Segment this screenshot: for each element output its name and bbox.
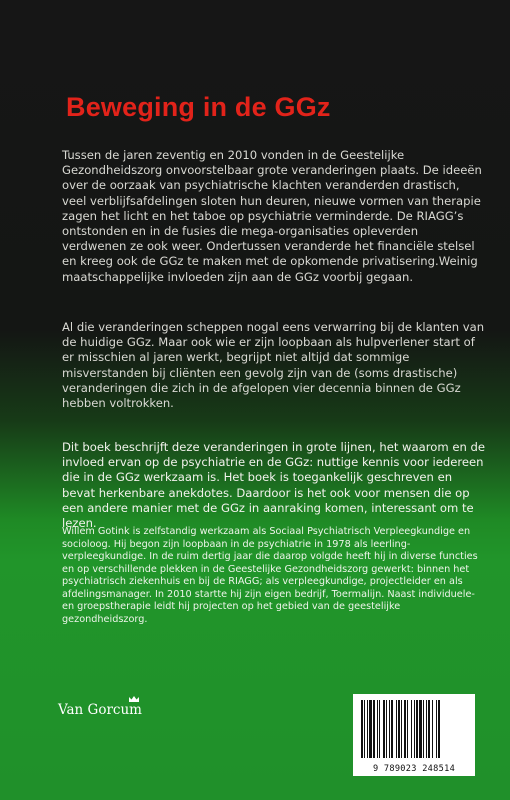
barcode (353, 694, 475, 776)
publisher-name: Van Gorcum (58, 702, 142, 718)
isbn-number: 9 789023 248514 (372, 764, 456, 774)
barcode-icon (361, 700, 467, 758)
intro-paragraph: Tussen de jaren zeventig en 2010 vonden in de Geestelijke Gezondheidszorg onvoorstelbaar grote veranderingen plaats. De ideeën over de oorzaak van psychiatrische klachten veranderden drastisch, veel verblijfsafdelingen sloten hun deuren, nieuwe vormen van therapie zagen het licht en het taboe op psychiatrie verminderde. De RIAGG’s ontstonden en in de fusies die mega-organisaties opleverden verdwenen ze ook weer. Ondertussen veranderde het financiële stelsel en kreeg ook de GGz te maken met de opkomende privatisering.Weinig maatschappelijke invloeden zijn aan de GGz voorbij gegaan. (62, 148, 482, 284)
book-title: Beweging in de GGz (66, 92, 331, 122)
summary-paragraph: Dit boek beschrijft deze veranderingen in grote lijnen, het waarom en de invloed ervan op de psychiatrie en de GGz: nuttige kennis voor iedereen die in de GGz werkzaam is. Het boek is toegankelijk geschreven en bevat herkenbare anekdotes. Daardoor is het ook voor mensen die op een andere manier met de GGz in aanraking komen, interessant om te lezen. (62, 440, 485, 531)
crown-icon (128, 695, 140, 703)
author-bio: Willem Gotink is zelfstandig werkzaam als Sociaal Psychiatrisch Verpleegkundige en socioloog. Hij begon zijn loopbaan in de psychiatrie in 1978 als leerling-verpleegkundige. In de ruim dertig jaar die daarop volgde heeft hij in diverse functies en op verschillende plekken in de Geestelijke Gezondheidszorg gewerkt: binnen het psychiatrisch ziekenhuis en bij de RIAGG; als verpleegkundige, projectleider en als afdelingsmanager. In 2010 startte hij zijn eigen bedrijf, Toermalijn. Naast individuele- en groepstherapie leidt hij projecten op het gebied van de geestelijke gezondheidszorg. (62, 526, 478, 625)
context-paragraph: Al die veranderingen scheppen nogal eens verwarring bij de klanten van de huidige GGz. Maar ook wie er zijn loopbaan als hulpverlener start of er misschien al jaren werkt, begrijpt niet altijd dat sommige misverstanden bij cliënten een gevolg zijn van de (soms drastische) veranderingen die zich in de afgelopen vier decennia binnen de GGz hebben voltrokken. (62, 320, 485, 411)
publisher-logo (58, 702, 142, 732)
